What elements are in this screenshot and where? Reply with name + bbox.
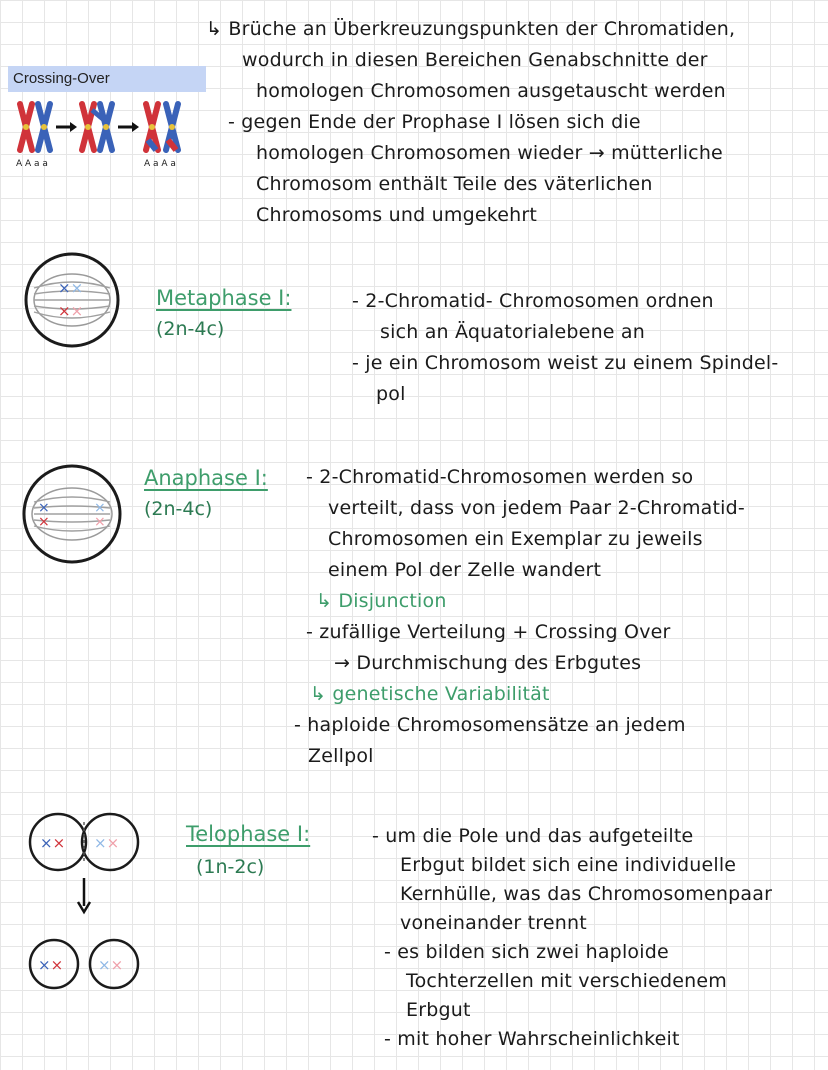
crossing-over-notes <box>206 14 735 231</box>
note-line: Chromosomen ein Exemplar zu jeweils <box>328 528 703 550</box>
note-line: Chromosoms und umgekehrt <box>256 204 538 226</box>
svg-text:×: × <box>38 514 50 530</box>
telophase-cell-diagram <box>28 812 158 1002</box>
daughter-cell-right-chromosomes: ×× <box>98 956 124 974</box>
arrow-1 <box>56 122 77 132</box>
note-line: - mit hoher Wahrscheinlichkeit <box>384 1028 680 1050</box>
note-line: Erbgut <box>406 999 471 1021</box>
note-line: - haploide Chromosomensätze an jedem <box>294 714 686 736</box>
anaphase-formula: (2n-4c) <box>144 498 213 520</box>
anaphase-cell-diagram <box>20 462 124 566</box>
note-line: - 2-Chromatid- Chromosomen ordnen <box>352 290 714 312</box>
variability-note: ↳ genetische Variabilität <box>310 683 550 705</box>
metaphase-notes <box>352 286 778 410</box>
telophase-notes <box>372 822 772 1054</box>
note-line: - es bilden sich zwei haploide <box>384 941 669 963</box>
note-line: wodurch in diesen Bereichen Genabschnitte der <box>242 49 708 71</box>
svg-text:×: × <box>94 514 106 530</box>
metaphase-title: Metaphase I: <box>156 286 292 310</box>
crossing-over-label: Crossing-Over <box>8 66 206 92</box>
crossing-over-diagram <box>14 100 209 170</box>
daughter-cell-left-chromosomes: ×× <box>38 956 64 974</box>
allele-labels-left: A A a a <box>16 159 48 169</box>
telophase-chromosomes-left: ×× <box>40 834 66 852</box>
anaphase-chromosomes-right: × <box>94 500 106 516</box>
telophase-formula: (1n-2c) <box>196 856 265 878</box>
note-line: - 2-Chromatid-Chromosomen werden so <box>306 466 694 488</box>
note-line: Tochterzellen mit verschiedenem <box>406 970 727 992</box>
note-line: Erbgut bildet sich eine individuelle <box>400 854 737 876</box>
note-line: pol <box>376 383 406 405</box>
metaphase-chromosomes-blue: ×× <box>58 279 84 297</box>
note-line: → Durchmischung des Erbgutes <box>334 652 642 674</box>
metaphase-formula: (2n-4c) <box>156 318 225 340</box>
note-line: - je ein Chromosom weist zu einem Spindel- <box>352 352 779 374</box>
allele-labels-right: A a A a <box>144 159 176 169</box>
chromosome-pair-3 <box>146 104 178 150</box>
note-line: einem Pol der Zelle wandert <box>328 559 602 581</box>
note-line: homologen Chromosomen ausgetauscht werden <box>256 80 726 102</box>
disjunction-note: ↳ Disjunction <box>316 590 447 612</box>
note-line: verteilt, dass von jedem Paar 2-Chromatid- <box>328 497 745 519</box>
down-arrow-icon <box>78 878 90 912</box>
note-line: Kernhülle, was das Chromosomenpaar <box>400 883 773 905</box>
note-line: voneinander trennt <box>400 912 587 934</box>
anaphase-chromosomes-left: × <box>38 500 50 516</box>
note-line: homologen Chromosomen wieder → mütterliche <box>256 142 723 164</box>
anaphase-notes <box>294 462 745 772</box>
note-line: - um die Pole und das aufgeteilte <box>372 825 694 847</box>
anaphase-title: Anaphase I: <box>144 466 268 490</box>
metaphase-chromosomes-red: ×× <box>58 302 84 320</box>
chromosome-pair-2 <box>82 104 112 150</box>
telophase-chromosomes-right: ×× <box>94 834 120 852</box>
arrow-2 <box>118 122 139 132</box>
note-line: sich an Äquatorialebene an <box>380 321 646 343</box>
note-line: Chromosom enthält Teile des väterlichen <box>256 173 653 195</box>
metaphase-cell-diagram <box>22 250 122 350</box>
chromosome-pair-1 <box>20 104 50 150</box>
telophase-title: Telophase I: <box>186 822 311 846</box>
note-line: Zellpol <box>308 745 374 767</box>
note-line: - gegen Ende der Prophase I lösen sich die <box>228 111 641 133</box>
note-line: - zufällige Verteilung + Crossing Over <box>306 621 671 643</box>
note-line: ↳ Brüche an Überkreuzungspunkten der Chromatiden, <box>206 18 736 40</box>
